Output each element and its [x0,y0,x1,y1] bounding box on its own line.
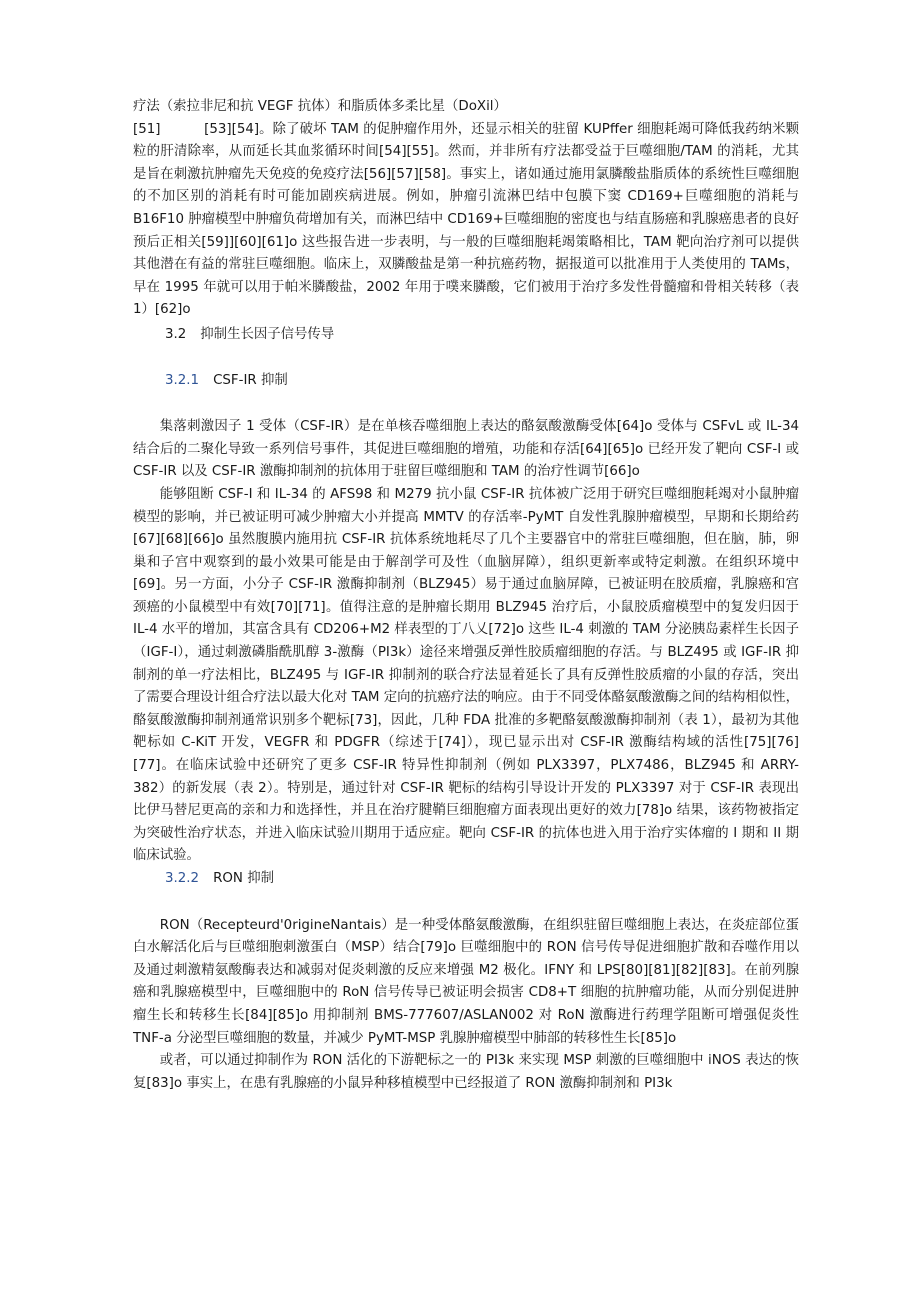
subsection-title: RON 抑制 [213,871,274,886]
subsection-title: CSF-IR 抑制 [213,372,288,388]
subsection-number: 3.2.1 [165,372,200,388]
ron-paragraph-2: 或者，可以通过抑制作为 RON 活化的下游靶标之一的 PI3k 来实现 MSP 刺激的巨噬细胞中 iNOS 表达的恢复[83]o 事实上，在患有乳腺癌的小鼠异种移植模型中已经报道了 RON 激酶抑制剂和 PI3k [133,1053,799,1091]
section-heading-3-2-1 [133,370,799,393]
section-heading-3-2-2 [133,868,799,891]
section-number: 3.2 [165,326,187,342]
section-title: 抑制生长因子信号传导 [200,326,335,342]
csf-paragraph-2: 能够阻断 CSF-I 和 IL-34 的 AFS98 和 M279 抗小鼠 CSF-IR 抗体被广泛用于研究巨噬细胞耗竭对小鼠肿瘤模型的影响，并已被证明可减少肿瘤大小并提高 MMTV 的存活率-PyMT 自发性乳腺肿瘤模型，早期和长期给药[67][68][66]o 虽然腹膜内施用抗 CSF-IR 抗体系统地耗尽了几个主要器官中的常驻巨噬细胞，但在脑，肺，卵巢和子宫中观察到的最小效果可能是由于解剖学可及性（血脑屏障），组织更新率或特定刺激。在组织环境中[69]。另一方面，小分子 CSF-IR 激酶抑制剂（BLZ945）易于通过血脑屏障，已被证明在胶质瘤，乳腺癌和宫颈癌的小鼠模型中有效[70][71]。值得注意的是肿瘤长期用 BLZ945 治疗后，小鼠胶质瘤模型中的复发归因于 IL-4 水平的增加，其富含具有 CD206+M2 样表型的丁八乂[72]o 这些 IL-4 刺激的 TAM 分泌胰岛素样生长因子（IGF-I），通过刺激磷脂酰肌醇 3-激酶（PI3k）途径来增强反弹性胶质瘤细胞的存活。与 BLZ495 或 IGF-IR 抑制剂的单一疗法相比，BLZ495 与 IGF-IR 抑制剂的联合疗法显着延长了具有反弹性胶质瘤的小鼠的存活，突出了需要合理设计组合疗法以最大化对 TAM 定向的抗癌疗法的响应。由于不同受体酪氨酸激酶之间的结构相似性，酪氨酸激酶抑制剂通常识别多个靶标[73]，因此，几种 FDA 批准的多靶酪氨酸激酶抑制剂（表 1），最初为其他靶标如 C-KiT 开发，VEGFR 和 PDGFR（综述于[74]），现已显示出对 CSF-IR 激酶结构域的活性[75][76][77]。在临床试验中还研究了更多 CSF-IR 特异性抑制剂（例如 PLX3397，PLX7486，BLZ945 和 ARRY-382）的新发展（表 2）。特别是，通过针对 CSF-IR 靶标的结构引导设计开发的 PLX3397 对于 CSF-IR 表现出比伊马替尼更高的亲和力和选择性，并且在治疗腱鞘巨细胞瘤方面表现出更好的效力[78]o 结果，该药物被指定为突破性治疗状态，并进入临床试验川期用于适应症。靶向 CSF-IR 的抗体也进入用于治疗实体瘤的 I 期和 II 期临床试验。 [133,486,804,864]
document-page [133,96,804,1095]
section-heading-3-2 [133,324,799,347]
csf-paragraph-1: 集落刺激因子 1 受体（CSF-IR）是在单核吞噬细胞上表达的酪氨酸激酶受体[64]o 受体与 CSFvL 或 IL-34 结合后的二聚化导致一系列信号事件，其促进巨噬细胞的增殖，功能和存活[64][65]o 已经开发了靶向 CSF-I 或 CSF-IR 以及 CSF-IR 激酶抑制剂的抗体用于驻留巨噬细胞和 TAM 的治疗性调节[66]o [133,419,804,480]
intro-paragraph: [51] [53][54]。除了破坏 TAM 的促肿瘤作用外，还显示相关的驻留 KUPffer 细胞耗竭可降低我药纳米颗粒的肝清除率，从而延长其血浆循环时间[54][55]。然而，并非所有疗法都受益于巨噬细胞/TAM 的消耗，尤其是旨在刺激抗肿瘤先天免疫的免疫疗法[56][57][58]。事实上，诸如通过施用氯膦酸盐脂质体的系统性巨噬细胞的不加区别的消耗有时可能加剧疾病进展。例如，肿瘤引流淋巴结中包膜下窦 CD169+巨噬细胞的消耗与 B16F10 肿瘤模型中肿瘤负荷增加有关，而淋巴结中 CD169+巨噬细胞的密度也与结直肠癌和乳腺癌患者的良好预后正相关[59]][60][61]o 这些报告进一步表明，与一般的巨噬细胞耗竭策略相比，TAM 靶向治疗剂可以提供其他潜在有益的常驻巨噬细胞。临床上，双膦酸盐是第一种抗癌药物，据报道可以批准用于人类使用的 TAMs，早在 1995 年就可以用于帕米膦酸盐，2002 年用于噗来膦酸，它们被用于治疗多发性骨髓瘤和骨相关转移（表 1）[62]o [133,121,804,318]
subsection-number: 3.2.2 [165,871,200,886]
intro-first-line: 疗法（索拉非尼和抗 VEGF 抗体）和脂质体多柔比星（DoXil） [133,99,507,114]
ron-paragraph-1: RON（Recepteurd'0rigineNantais）是一种受体酪氨酸激酶，在组织驻留巨噬细胞上表达，在炎症部位蛋白水解活化后与巨噬细胞刺激蛋白（MSP）结合[79]o 巨噬细胞中的 RON 信号传导促进细胞扩散和吞噬作用以及通过刺激精氨酸酶表达和减弱对促炎刺激的反应来增强 M2 极化。IFNY 和 LPS[80][81][82][83]。在前列腺癌和乳腺癌模型中，巨噬细胞中的 RoN 信号传导已被证明会损害 CD8+T 细胞的抗肿瘤功能，从而分别促进肿瘤生长和转移生长[84][85]o 用抑制剂 BMS-777607/ASLAN002 对 RoN 激酶进行药理学阻断可增强促炎性 TNF-a 分泌型巨噬细胞的数量，并减少 PyMT-MSP 乳腺肿瘤模型中肺部的转移性生长[85]o [133,917,804,1046]
